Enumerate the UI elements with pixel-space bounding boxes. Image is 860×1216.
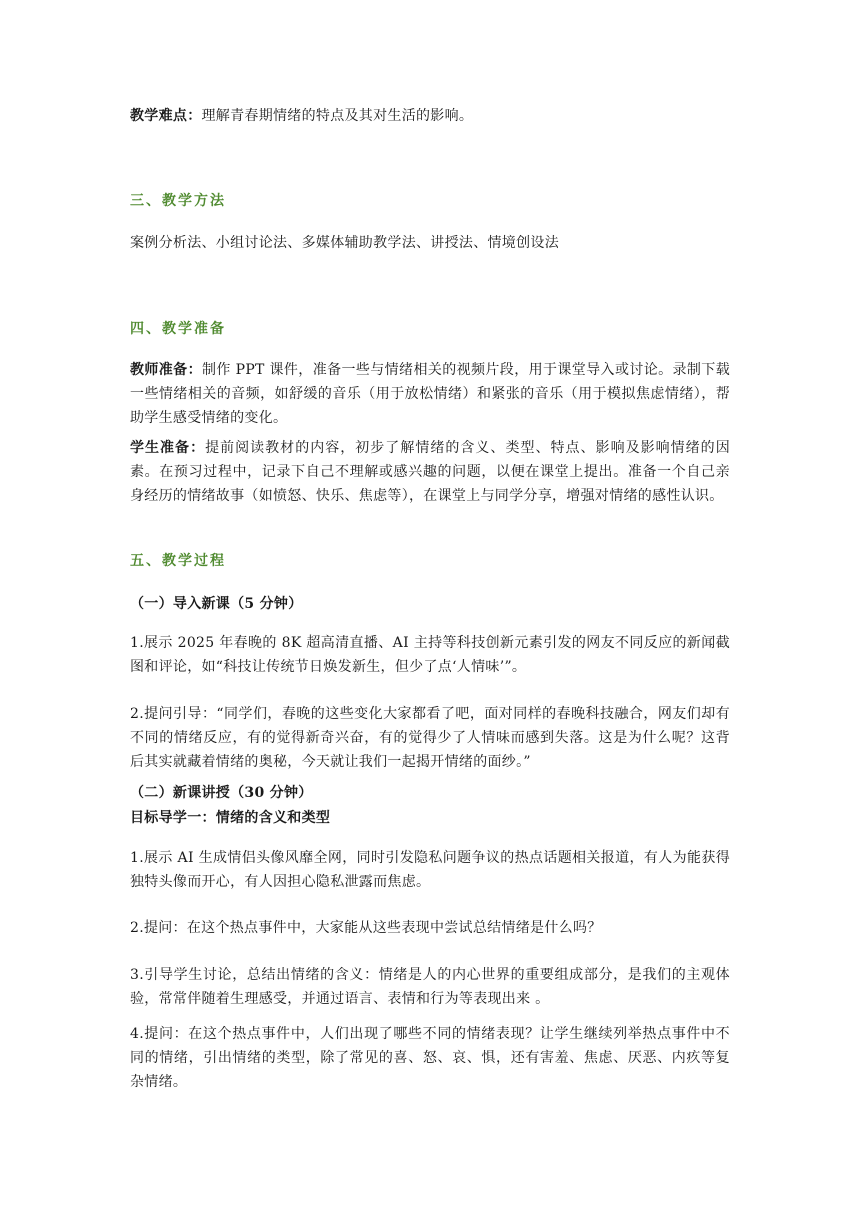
part-2-paragraph-1: 1.展示 AI 生成情侣头像风靡全网，同时引发隐私问题争议的热点话题相关报道，有人为能获得独特头像而开心，有人因担心隐私泄露而焦虑。 xyxy=(130,850,730,890)
teaching-difficulty xyxy=(130,104,730,128)
section-3-heading: 三、教学方法 xyxy=(130,193,226,209)
student-preparation xyxy=(130,436,730,508)
teacher-preparation xyxy=(130,358,730,430)
teaching-difficulty-label: 教学难点： xyxy=(130,108,202,124)
goal-1-heading: 目标导学一：情绪的含义和类型 xyxy=(130,810,331,826)
part-2-paragraph-2: 2.提问：在这个热点事件中，大家能从这些表现中尝试总结情绪是什么吗？ xyxy=(130,920,602,936)
part-2-heading: （二）新课讲授（30 分钟） xyxy=(130,785,313,801)
teacher-preparation-label: 教师准备： xyxy=(130,362,202,378)
section-5-heading: 五、教学过程 xyxy=(130,553,226,569)
part-1-paragraph-1: 1.展示 2025 年春晚的 8K 超高清直播、AI 主持等科技创新元素引发的网友不同反应的新闻截图和评论，如“科技让传统节日焕发新生，但少了点‘人情味’”。 xyxy=(130,635,730,675)
part-2-paragraph-4: 4.提问：在这个热点事件中，人们出现了哪些不同的情绪表现？让学生继续列举热点事件中不同的情绪，引出情绪的类型，除了常见的喜、怒、哀、惧，还有害羞、焦虑、厌恶、内疚等复杂情绪。 xyxy=(130,1026,730,1090)
teaching-difficulty-text: 理解青春期情绪的特点及其对生活的影响。 xyxy=(201,108,474,124)
teacher-preparation-text: 制作 PPT 课件，准备一些与情绪相关的视频片段，用于课堂导入或讨论。录制下载一些情绪相关的音频，如舒缓的音乐（用于放松情绪）和紧张的音乐（用于模拟焦虑情绪），帮助学生感受情绪的变化。 xyxy=(130,362,730,426)
part-2-paragraph-3: 3.引导学生讨论，总结出情绪的含义：情绪是人的内心世界的重要组成部分，是我们的主观体验，常常伴随着生理感受，并通过语言、表情和行为等表现出来 。 xyxy=(130,967,730,1007)
part-1-heading: （一）导入新课（5 分钟） xyxy=(130,596,303,612)
student-preparation-text: 提前阅读教材的内容，初步了解情绪的含义、类型、特点、影响及影响情绪的因素。在预习过程中，记录下自己不理解或感兴趣的问题，以便在课堂上提出。准备一个自己亲身经历的情绪故事（如愤怒、快乐、焦虑等），在课堂上与同学分享，增强对情绪的感性认识。 xyxy=(130,440,731,504)
section-4-heading: 四、教学准备 xyxy=(130,321,226,337)
part-1-paragraph-2: 2.提问引导：“同学们，春晚的这些变化大家都看了吧，面对同样的春晚科技融合，网友们却有不同的情绪反应，有的觉得新奇兴奋，有的觉得少了人情味而感到失落。这是为什么呢？这背后其实就藏着情绪的奥秘，今天就让我们一起揭开情绪的面纱。” xyxy=(130,706,730,770)
teaching-methods-text: 案例分析法、小组讨论法、多媒体辅助教学法、讲授法、情境创设法 xyxy=(130,235,559,251)
student-preparation-label: 学生准备： xyxy=(130,440,206,456)
